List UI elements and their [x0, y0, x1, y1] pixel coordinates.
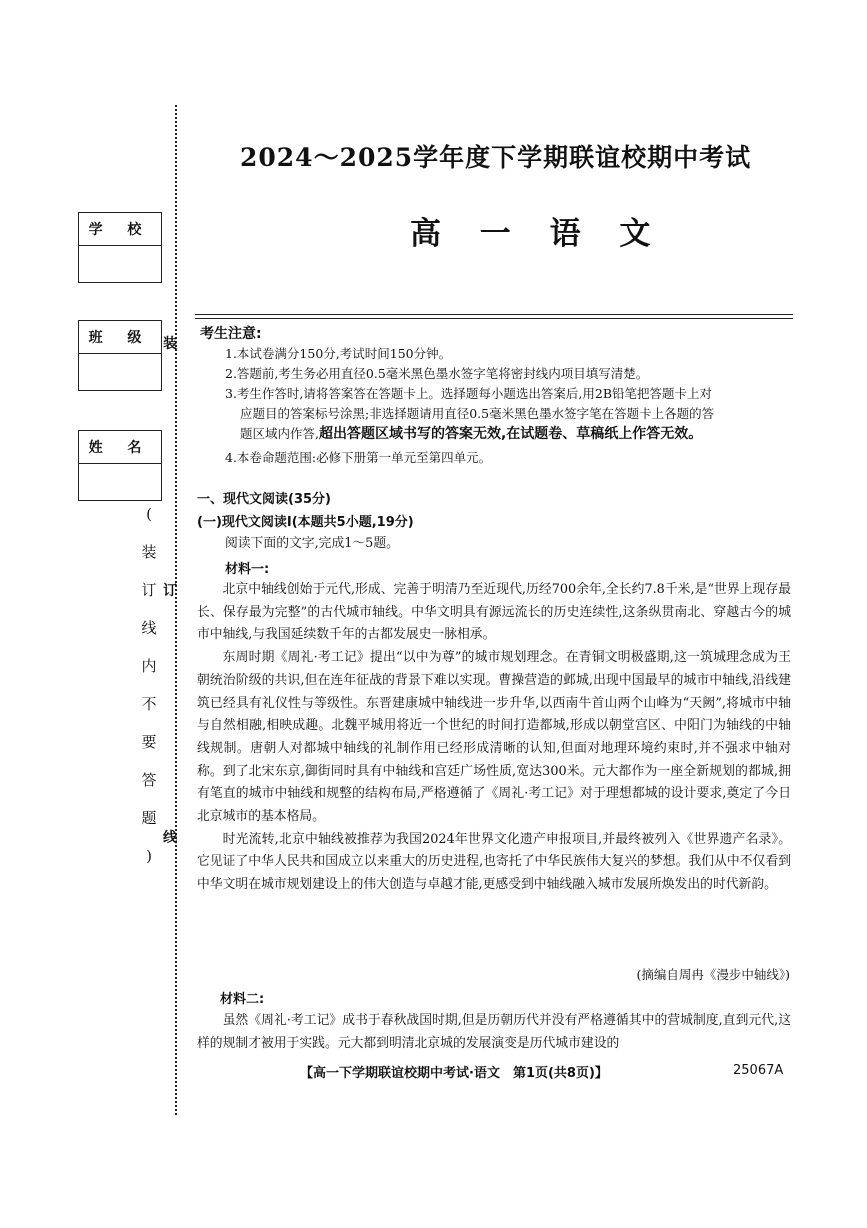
subject-title: 高 一 语 文	[410, 216, 665, 252]
material1-body	[197, 579, 791, 897]
school-label: 学 校	[79, 213, 161, 246]
note-char: 装	[141, 543, 157, 561]
note-char: 线	[141, 619, 157, 637]
note-char: )	[146, 847, 152, 865]
notice-item-2: 2.答题前,考生务必用直径0.5毫米黑色墨水签字笔将密封线内项目填写清楚。	[225, 366, 649, 381]
name-field-box[interactable]	[78, 430, 162, 501]
instruction: 阅读下面的文字,完成1～5题。	[225, 536, 399, 551]
note-char: 订	[141, 581, 157, 599]
note-char: 要	[141, 733, 157, 751]
notice-item-3a: 3.考生作答时,请将答案答在答题卡上。选择题每小题选出答案后,用2B铅笔把答题卡上对	[225, 386, 713, 401]
notice-item-3c-text: 题区域内作答,	[240, 426, 319, 441]
binding-dotted-line	[175, 105, 177, 1115]
school-field-box[interactable]	[78, 212, 162, 283]
paragraph-1: 北京中轴线创始于元代,形成、完善于明清乃至近现代,历经700余年,全长约7.8千米,是“世界上现存最长、保存最为完整”的古代城市轴线。中华文明具有源远流长的历史连续性,这条纵贯南北、穿越古今的城市中轴线,与我国延续数千年的古都发展史一脉相承。	[197, 582, 791, 643]
subsection-heading: (一)现代文阅读Ⅰ(本题共5小题,19分)	[197, 515, 414, 530]
note-char: (	[146, 505, 152, 523]
school-input-area[interactable]	[79, 246, 161, 282]
binding-note	[140, 495, 158, 875]
notice-item-1: 1.本试卷满分150分,考试时间150分钟。	[225, 346, 452, 361]
notice-emphasis: 超出答题区域书写的答案无效,在试题卷、草稿纸上作答无效。	[318, 426, 703, 442]
paragraph-2: 东周时期《周礼·考工记》提出“以中为尊”的城市规划理念。在青铜文明极盛期,这一筑城理念成为王朝统治阶级的共识,但在连年征战的背景下难以实现。曹操营造的邺城,出现中国最早的城市中轴线,沿线建筑已经具有礼仪性与等级性。东晋建康城中轴线进一步升华,以西南牛首山两个山峰为“天阙”,将城市中轴与自然相融,相映成趣。北魏平城用将近一个世纪的时间打造都城,形成以朝堂宫区、中阳门为轴线的中轴线规制。唐朝人对都城中轴线的礼制作用已经形成清晰的认知,但面对地理环境约束时,并不强求中轴对称。到了北宋东京,御街同时具有中轴线和宫廷广场性质,宽达300米。元大都作为一座全新规划的都城,拥有笔直的城市中轴线和规整的结构布局,严格遵循了《周礼·考工记》对于理想都城的设计要求,奠定了今日北京城市的基本格局。	[197, 650, 791, 825]
material2-label: 材料二:	[220, 992, 265, 1007]
source-citation: (摘编自周冉《漫步中轴线》)	[636, 967, 790, 982]
notice-heading: 考生注意:	[200, 326, 262, 342]
notice-item-3c	[240, 424, 785, 444]
seal-char-zhuang: 装	[163, 336, 177, 352]
material2-body	[197, 1010, 791, 1055]
note-char: 不	[141, 695, 157, 713]
paragraph-4: 虽然《周礼·考工记》成书于春秋战国时期,但是历朝历代并没有严格遵循其中的营城制度,直到元代,这样的规制才被用于实践。元大都到明清北京城的发展演变是历代城市建设的	[197, 1013, 791, 1051]
seal-char-ding: 订	[163, 583, 177, 599]
paragraph-3: 时光流转,北京中轴线被推荐为我国2024年世界文化遗产申报项目,并最终被列入《世界遗产名录》。它见证了中华人民共和国成立以来重大的历史进程,也寄托了中华民族伟大复兴的梦想。我们从中不仅看到中华文明在城市规划建设上的伟大创造与卓越才能,更感受到中轴线融入城市发展所焕发出的时代新韵。	[197, 831, 791, 893]
divider-bottom	[195, 318, 793, 319]
notice-item-4: 4.本卷命题范围:必修下册第一单元至第四单元。	[225, 450, 492, 465]
seal-char-xian: 线	[163, 830, 177, 846]
divider-top	[195, 314, 793, 315]
class-label: 班 级	[79, 321, 161, 354]
exam-title: 2024～2025学年度下学期联谊校期中考试	[240, 143, 752, 172]
paper-code: 25067A	[733, 1063, 784, 1078]
note-char: 题	[141, 809, 157, 827]
note-char: 内	[141, 657, 157, 675]
class-input-area[interactable]	[79, 354, 161, 390]
page-footer: 【高一下学期联谊校期中考试·语文 第1页(共8页)】	[300, 1066, 608, 1081]
name-label: 姓 名	[79, 431, 161, 464]
material1-label: 材料一:	[225, 562, 270, 577]
class-field-box[interactable]	[78, 320, 162, 391]
section-heading: 一、现代文阅读(35分)	[197, 492, 331, 507]
notice-item-3b: 应题目的答案标号涂黑;非选择题请用直径0.5毫米黑色墨水签字笔在答题卡上各题的答	[240, 406, 715, 421]
note-char: 答	[141, 771, 157, 789]
